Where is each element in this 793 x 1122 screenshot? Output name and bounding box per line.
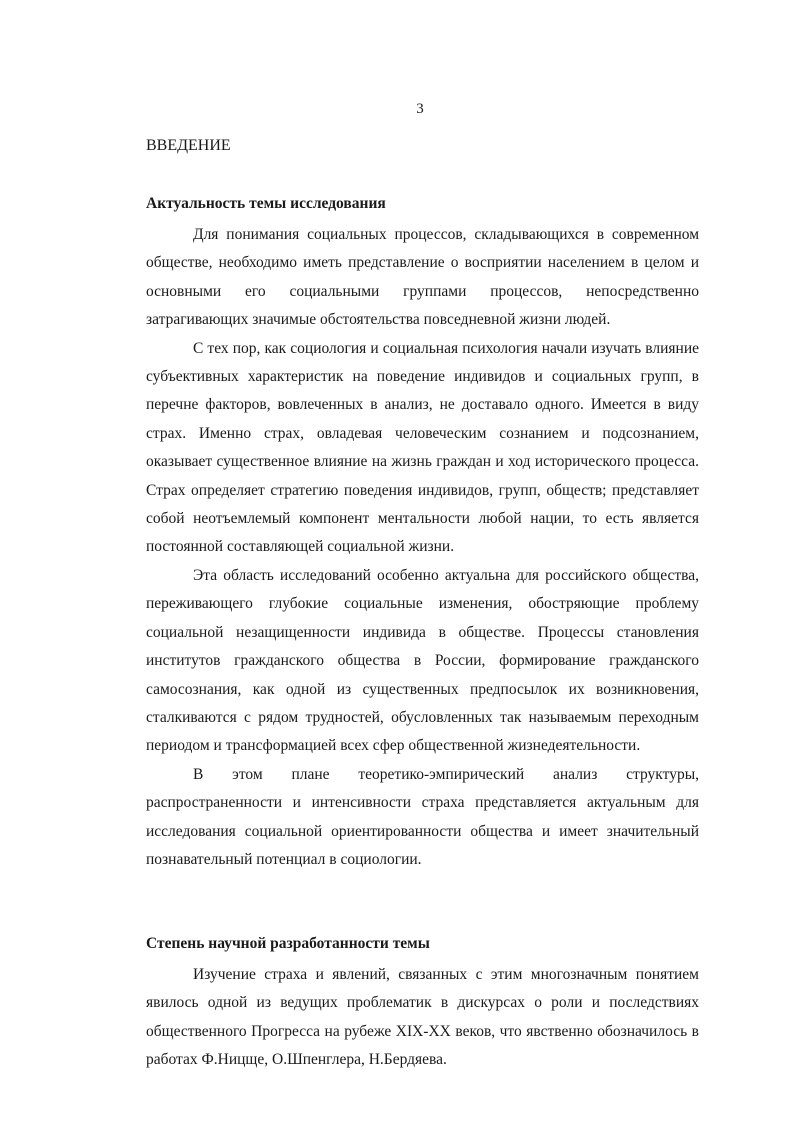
section-title: Актуальность темы исследования xyxy=(146,195,386,212)
paragraph: Изучение страха и явлений, связанных с этим многозначным понятием явилось одной из ведущих проблематик в дискурсах о роли и последствиях общественного Прогресса на рубеже XIX-XX веков, что явственно обозначилось в работах Ф.Ницще, О.Шпенглера, Н.Бердяева. xyxy=(146,966,699,1069)
page-number: 3 xyxy=(416,101,424,117)
paragraph: В этом плане теоретико-эмпирический анализ структуры, распространенности и интенсивности страха представляется актуальным для исследования социальной ориентированности общества и имеет значительный познавательный потенциал в социологии. xyxy=(146,765,699,868)
paragraph: Эта область исследований особенно актуальна для российского общества, переживающего глубокие социальные изменения, обостряющие проблему социальной незащищенности индивида в обществе. Процессы становления институтов гражданского общества в России, формирование гражданского самосознания, как одной из существенных предпосылок их возникновения, сталкиваются с рядом трудностей, обусловленных так называемым переходным периодом и трансформацией всех сфер общественной жизнедеятельности. xyxy=(146,566,699,755)
section-title: Степень научной разработанности темы xyxy=(146,935,430,952)
section-development-degree xyxy=(146,933,699,1075)
section-relevance xyxy=(146,193,699,874)
paragraph: С тех пор, как социология и социальная психология начали изучать влияние субъективных характеристик на поведение индивидов и социальных групп, в перечне факторов, вовлеченных в анализ, не доставало одного. Имеется в виду страх. Именно страх, овладевая человеческим сознанием и подсознанием, оказывает существенное влияние на жизнь граждан и ход исторического процесса. Страх определяет стратегию поведения индивидов, групп, обществ; представляет собой неотъемлемый компонент ментальности любой нации, то есть является постоянной составляющей социальной жизни. xyxy=(146,339,699,556)
paragraph: Для понимания социальных процессов, складывающихся в современном обществе, необходимо иметь представление о восприятии населением в целом и основными его социальными группами процессов, непосредственно затрагивающих значимые обстоятельства повседневной жизни людей. xyxy=(146,226,699,329)
page-title: ВВЕДЕНИЕ xyxy=(146,137,231,154)
